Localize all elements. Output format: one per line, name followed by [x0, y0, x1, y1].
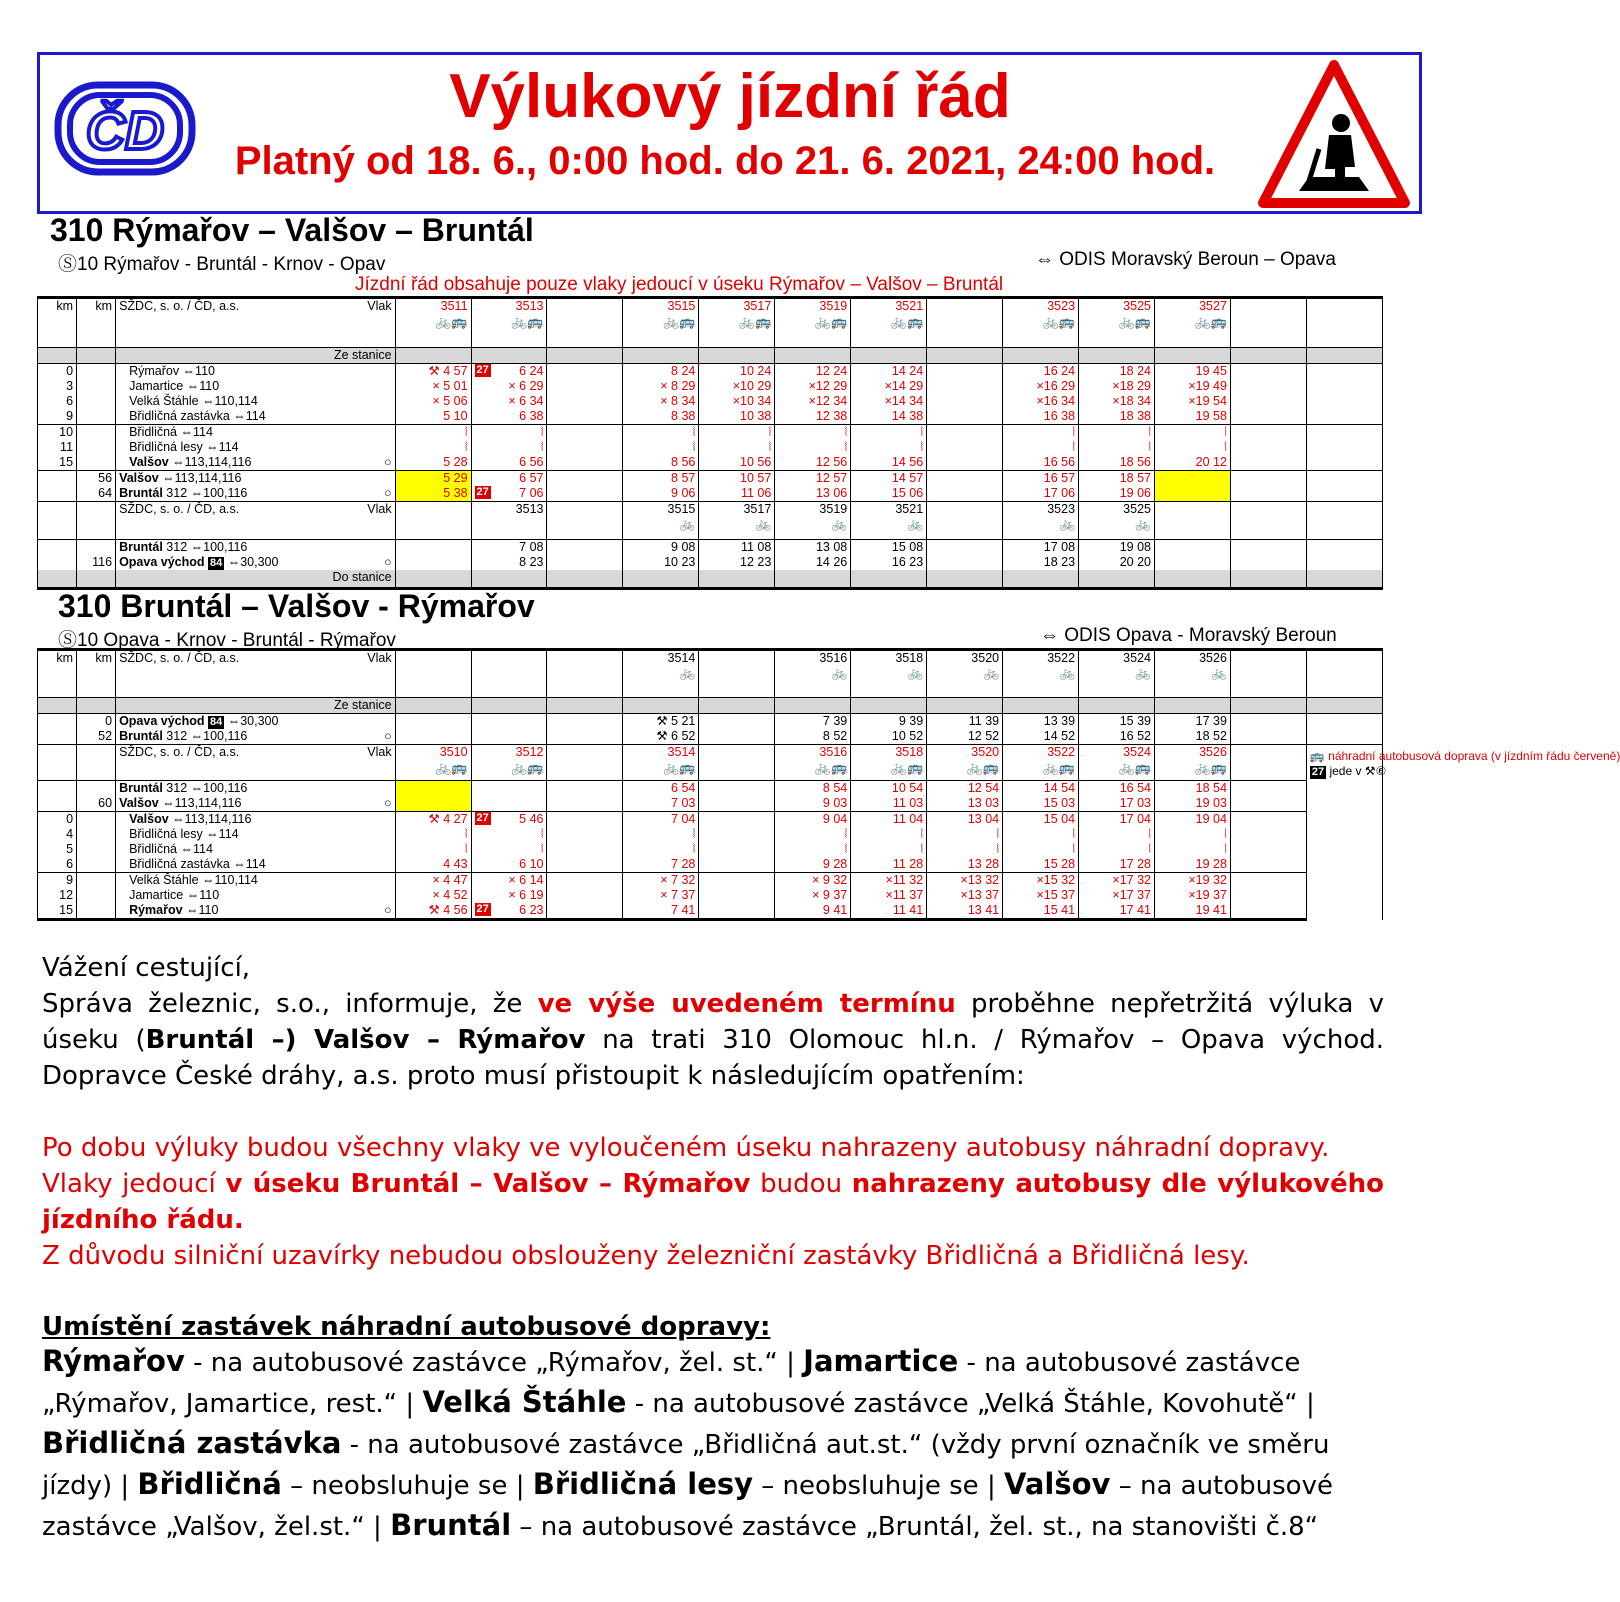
replacement-notice: Po dobu výluky budou všechny vlaky ve vyloučeném úseku nahrazeny autobusy náhradní dopravy. — [42, 1133, 1330, 1163]
roadwork-sign-icon — [1259, 59, 1409, 209]
section2-title: 310 Bruntál – Valšov - Rýmařov — [58, 588, 535, 624]
legend: 🚌 náhradní autobusová doprava (v jízdním řádu červeně) 27 jede v ⚒⑥ — [1306, 745, 1382, 920]
section2-odis: ⇔ ODIS Opava - Moravský Beroun — [1040, 625, 1337, 646]
stops-list: Rýmařov - na autobusové zastávce „Rýmařov, žel. st.“ | Jamartice - na autobusové zastávce „Rýmařov, Jamartice, rest.“ | Velká Štáhle - na autobusové zastávce „Velká Štáhle, Kovohutě“ | Břidličná zastávka - na autobusové zastávce „Břidličná aut.st.“ (vždy první označník ve směru jízdy) | Břidličná – neobsluhuje se | Břidličná lesy – neobsluhuje se | Valšov – na autobusové zastávce „Valšov, žel.st.“ | Bruntál – na autobusové zastávce „Bruntál, žel. st., na stanovišti č.8“ — [42, 1344, 1333, 1542]
section1-title: 310 Rýmařov – Valšov – Bruntál — [50, 212, 534, 248]
notice-paragraph: Správa železnic, s.o., informuje, že ve výše uvedeném termínu proběhne nepřetržitá výluka v úseku (Bruntál –) Valšov – Rýmařov na trati 310 Olomouc hl.n. / Rýmařov – Opava východ. Dopravce České dráhy, a.s. proto musí přistoupit k následujícím opatřením: — [42, 989, 1384, 1091]
page-title: Výlukový jízdní řád — [449, 62, 1011, 131]
svg-text:ČD: ČD — [86, 101, 164, 161]
ze-stanice-label: Ze stanice — [116, 348, 396, 364]
cd-logo-icon — [54, 81, 196, 176]
section1-odis: ⇔ ODIS Moravský Beroun – Opava — [1035, 249, 1336, 270]
km-header: km — [77, 298, 116, 348]
timetable-rymarov-bruntal: km km SŽDC, s. o. / ČD, a.s. Vlak 3511 🚲🚌 3513 🚲🚌 3515 🚲🚌 3517 🚲🚌 3519 🚲🚌 3521 🚲🚌 3523 🚲🚌 3525 🚲🚌 3527 🚲🚌 Ze stanice 0 3 6 9 Rýmařov ⇔110 Jamartice ⇔110 Velká Štáhle ⇔110,114 Břidličná zastávka ⇔114 ⚒ 4 57 × 5 01 × 5 06 5 10 27 6 24 × 6 29 × 6 34 6 38 8 24 × 8 29 × 8 34 8 38 10 24 ×10 29 ×10 34 10 38 12 24 ×12 29 ×12 34 12 38 14 24 ×14 29 ×14 34 14 38 16 24 ×16 29 ×16 34 16 38 18 24 ×18 29 ×18 34 18 38 19 45 ×19 49 ×19 54 19 58 10 11 15 Břidličná ⇔114 Břidličná lesy ⇔114 Valšov ⇔113,114,116 ○ ⦚ ⦚ 5 28 ⦚ ⦚ 6 56 ⦚ ⦚ 8 56 ⦚ ⦚ 10 56 ⦚ ⦚ 12 56 ⦚ ⦚ 14 56 ⦚ ⦚ 16 56 ⦚ ⦚ 18 56 ⦚ ⦚ 20 12 56 64 Valšov ⇔113,114,116 Bruntál 312 ⇔100,116 ○ 5 29 5 38 27 6 57 7 06 8 57 9 06 10 57 11 06 12 57 13 06 14 57 15 06 16 57 17 06 18 57 19 06 SŽDC, s. o. / ČD, a.s. Vlak 3513 3515 🚲 3517 🚲 3519 🚲 3521 🚲 3523 🚲 3525 🚲 116 Bruntál 312 ⇔100,116 Opava východ 84 ⇔30,300 ○ 7 08 8 23 9 08 10 23 11 08 12 23 13 08 14 26 15 08 16 23 17 08 18 23 19 08 20 20 Do stanice — [37, 296, 1383, 590]
section1-note: Jízdní řád obsahuje pouze vlaky jedoucí v úseku Rýmařov – Valšov – Bruntál — [355, 274, 1004, 295]
section2-bus-line: Ⓢ10 Opava - Krnov - Bruntál - Rýmařov — [58, 630, 396, 651]
validity-subtitle: Platný od 18. 6., 0:00 hod. do 21. 6. 2021, 24:00 hod. — [234, 139, 1216, 183]
closure-notice: Z důvodu silniční uzavírky nebudou obslouženy železniční zastávky Břidličná a Břidličná lesy. — [42, 1241, 1250, 1271]
notice-body — [42, 950, 1384, 1547]
operator-header: SŽDC, s. o. / ČD, a.s. Vlak — [116, 298, 396, 348]
section1-bus-line: Ⓢ10 Rýmařov - Bruntál - Krnov - Opav — [58, 254, 386, 275]
header-banner — [37, 52, 1422, 214]
timetable-bruntal-rymarov: km km SŽDC, s. o. / ČD, a.s. Vlak 3514 🚲 3516 🚲 3518 🚲 3520 🚲 3522 🚲 3524 🚲 3526 🚲 Ze stanice 0 52 Opava východ 84 ⇔30,300 Bruntál 312 ⇔100,116 ○ ⚒ 5 21 ⚒ 6 52 7 39 8 52 9 39 10 52 11 39 12 52 13 39 14 52 15 39 16 52 17 39 18 52 SŽDC, s. o. / ČD, a.s. Vlak 3510 🚲🚌 3512 🚲🚌 3514 🚲🚌 3516 🚲🚌 3518 🚲🚌 3520 🚲🚌 3522 🚲🚌 3524 🚲🚌 3526 🚲🚌 🚌 náhradní autobusová doprava (v jízdním řádu červeně) 27 jede v ⚒⑥ 60 Bruntál 312 ⇔100,116 Valšov ⇔113,114,116 ○ 6 54 7 03 8 54 9 03 10 54 11 03 12 54 13 03 14 54 15 03 16 54 17 03 18 54 19 03 0 4 5 6 Valšov ⇔113,114,116 Břidličná lesy ⇔114 Břidličná ⇔114 Břidličná zastávka ⇔114 ⚒ 4 27 ⦚ ⦚ 4 43 27 5 46 ⦚ ⦚ 6 10 7 04 ⦚ ⦚ 7 28 9 04 ⦚ ⦚ 9 28 11 04 ⦚ ⦚ 11 28 13 04 ⦚ ⦚ 13 28 15 04 ⦚ ⦚ 15 28 17 04 ⦚ ⦚ 17 28 19 04 ⦚ ⦚ 19 28 9 12 15 Velká Štáhle ⇔110,114 Jamartice ⇔110 Rýmařov ⇔110 ○ × 4 47 × 4 52 ⚒ 4 56 × 6 14 × 6 19 27 6 23 × 7 32 × 7 37 7 41 × 9 32 × 9 37 9 41 ×11 32 ×11 37 11 41 ×13 32 ×13 37 13 41 ×15 32 ×15 37 15 41 ×17 32 ×17 37 17 41 ×19 32 ×19 37 19 41 — [37, 648, 1383, 921]
greeting: Vážení cestující, — [42, 953, 251, 983]
stops-title: Umístění zastávek náhradní autobusové dopravy: — [42, 1312, 771, 1342]
km-header: km — [38, 298, 77, 348]
replacement-detail: Vlaky jedoucí v úseku Bruntál – Valšov – Rýmařov budou nahrazeny autobusy dle výlukového jízdního řádu. — [42, 1169, 1384, 1235]
do-stanice-label: Do stanice — [116, 570, 396, 588]
